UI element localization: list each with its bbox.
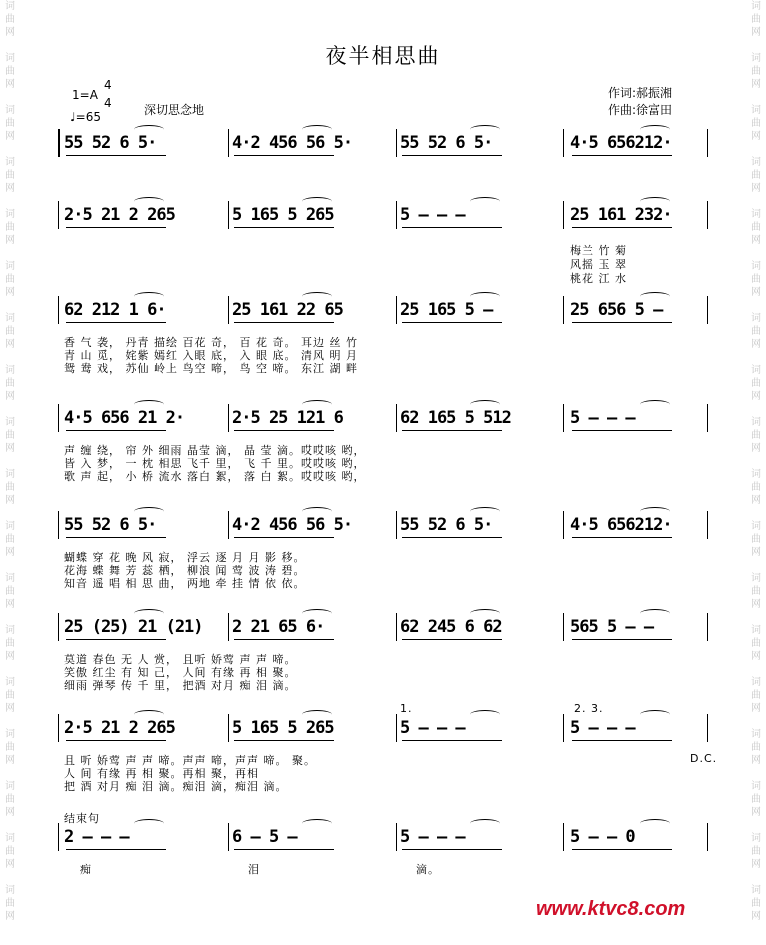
slur: [302, 125, 332, 134]
barline: [396, 823, 397, 851]
beam-line: [66, 537, 166, 538]
measure-notes: 5 165 5 265: [232, 718, 334, 738]
barline: [58, 823, 59, 851]
watermark-left: 词 曲 网 词 曲 网 词 曲 网 词 曲 网 词 曲 网 词 曲 网 词 曲 网 词 曲 网 词 曲 网 词 曲 网 词 曲 网 词 曲 网 词 曲 网 词 曲 网 词 曲 网 词 曲 网 词 曲 网 词 曲 网: [5, 1, 15, 922]
measure-notes: 62 165 5 512: [400, 408, 511, 428]
barline: [563, 714, 564, 742]
lyric-line: 声 缠 绕， 帘 外 细雨 晶莹 滴， 晶 莹 滴。哎哎咳 哟，: [64, 444, 366, 457]
beam-line: [234, 740, 334, 741]
lyric-line: 蝴蝶 穿 花 晚 风 寂， 浮云 逐 月 月 影 移。: [64, 551, 306, 564]
lyric-line: 泪: [248, 863, 260, 876]
beam-line: [402, 322, 502, 323]
slur: [302, 197, 332, 206]
barline: [396, 714, 397, 742]
lyric-line: 人 间 有缘 再 相 聚。再相 聚，再相: [64, 767, 259, 780]
beam-line: [234, 227, 334, 228]
lyric-line: 莫道 春色 无 人 赏， 且听 娇莺 声 声 啼。: [64, 653, 297, 666]
measure-notes: 4·5 656 21 2·: [64, 408, 185, 428]
measure-notes: 62 245 6 62: [400, 617, 502, 637]
measure-notes: 2·5 21 2 265: [64, 718, 175, 738]
lyric-line: 歌 声 起， 小 桥 流水 落白 絮， 落 白 絮。哎哎咳 哟，: [64, 470, 366, 483]
barline: [707, 613, 708, 641]
slur: [302, 400, 332, 409]
barline: [228, 613, 229, 641]
barline: [707, 714, 708, 742]
beam-line: [572, 639, 672, 640]
lyric-line: 香 气 袭， 丹青 描绘 百花 奇， 百 花 奇。 耳边 丝 竹: [64, 336, 358, 349]
lyricist: 作词:郝振湘: [608, 86, 673, 100]
barline: [707, 129, 708, 157]
barline: [58, 296, 59, 324]
measure-notes: 55 52 6 5·: [64, 515, 157, 535]
slur: [302, 819, 332, 828]
lyric-line: 皆 入 梦， 一 枕 相思 飞千 里， 飞 千 里。哎哎咳 哟，: [64, 457, 366, 470]
barline: [228, 296, 229, 324]
beam-line: [234, 849, 334, 850]
beam-line: [402, 849, 502, 850]
lyric-line: 花海 蝶 舞 芳 蕊 栖， 柳浪 闻 莺 波 涛 碧。: [64, 564, 306, 577]
barline: [563, 823, 564, 851]
measure-notes: 5 165 5 265: [232, 205, 334, 225]
slur: [134, 710, 164, 719]
barline: [707, 823, 708, 851]
slur: [640, 125, 670, 134]
slur: [640, 292, 670, 301]
measure-notes: 565 5 – –: [570, 617, 654, 637]
website-watermark: www.ktvc8.com: [536, 898, 686, 920]
measure-notes: 62 212 1 6·: [64, 300, 166, 320]
beam-line: [402, 537, 502, 538]
barline: [396, 129, 397, 157]
barline: [563, 201, 564, 229]
barline: [563, 404, 564, 432]
beam-line: [234, 639, 334, 640]
slur: [302, 710, 332, 719]
lyric-line: 知音 遥 唱 相 思 曲， 两地 牵 挂 情 依 依。: [64, 577, 306, 590]
barline: [228, 714, 229, 742]
beam-line: [572, 740, 672, 741]
measure-notes: 25 161 232·: [570, 205, 672, 225]
score-title: 夜半相思曲: [325, 44, 441, 68]
watermark-right: 词 曲 网 词 曲 网 词 曲 网 词 曲 网 词 曲 网 词 曲 网 词 曲 网 词 曲 网 词 曲 网 词 曲 网 词 曲 网 词 曲 网 词 曲 网 词 曲 网 词 曲 网 词 曲 网 词 曲 网 词 曲 网: [751, 1, 761, 922]
measure-notes: 25 656 5 –: [570, 300, 663, 320]
measure-notes: 5 – – –: [400, 827, 465, 847]
barline: [58, 511, 59, 539]
slur: [134, 609, 164, 618]
barline: [228, 511, 229, 539]
beam-line: [572, 430, 672, 431]
measure-notes: 4·5 656212·: [570, 515, 672, 535]
barline: [563, 511, 564, 539]
beam-line: [66, 430, 166, 431]
measure-notes: 6 – 5 –: [232, 827, 297, 847]
barline: [58, 201, 59, 229]
lyric-line: 且 听 娇莺 声 声 啼。声声 啼，声声 啼。 聚。: [64, 754, 316, 767]
beam-line: [66, 227, 166, 228]
volta-first-ending: 1.: [400, 702, 413, 715]
lyric-line: 把 酒 对月 痴 泪 滴。痴泪 滴，痴泪 滴。: [64, 780, 288, 793]
lyric-line: 笑傲 红尘 有 知 己， 人间 有缘 再 相 聚。: [64, 666, 297, 679]
barline: [707, 296, 708, 324]
barline: [58, 129, 60, 157]
measure-notes: 25 (25) 21 (21): [64, 617, 203, 637]
measure-notes: 25 165 5 –: [400, 300, 493, 320]
measure-notes: 2 21 65 6·: [232, 617, 325, 637]
lyric-line: 梅兰 竹 菊: [570, 244, 627, 257]
measure-notes: 55 52 6 5·: [64, 133, 157, 153]
slur: [470, 400, 500, 409]
lyric-line: 风摇 玉 翠: [570, 258, 627, 271]
beam-line: [234, 430, 334, 431]
beam-line: [402, 227, 502, 228]
measure-notes: 5 – – –: [400, 205, 465, 225]
slur: [640, 197, 670, 206]
beam-line: [402, 740, 502, 741]
barline: [563, 296, 564, 324]
measure-notes: 5 – – –: [570, 718, 635, 738]
barline: [396, 613, 397, 641]
slur: [302, 292, 332, 301]
lyric-line: 滴。: [416, 863, 440, 876]
slur: [134, 125, 164, 134]
slur: [470, 292, 500, 301]
measure-notes: 4·2 456 56 5·: [232, 133, 353, 153]
measure-notes: 5 – – –: [400, 718, 465, 738]
expression-marking: 深切思念地: [144, 103, 205, 117]
slur: [640, 400, 670, 409]
slur: [640, 507, 670, 516]
barline: [58, 404, 59, 432]
beam-line: [234, 155, 334, 156]
barline: [563, 129, 564, 157]
beam-line: [572, 155, 672, 156]
barline: [396, 511, 397, 539]
time-signature-bottom: 4: [104, 96, 112, 110]
measure-notes: 55 52 6 5·: [400, 133, 493, 153]
beam-line: [66, 849, 166, 850]
barline: [396, 201, 397, 229]
composer: 作曲:徐富田: [608, 103, 673, 117]
barline: [228, 823, 229, 851]
lyric-line: 痴: [80, 863, 92, 876]
measure-notes: 4·5 656212·: [570, 133, 672, 153]
barline: [228, 129, 229, 157]
lyric-line: 青 山 觅， 姹紫 嫣红 入眼 底， 入 眼 底。 清风 明 月: [64, 349, 358, 362]
slur: [134, 507, 164, 516]
lyric-line: 桃花 江 水: [570, 272, 627, 285]
beam-line: [402, 155, 502, 156]
barline: [707, 511, 708, 539]
da-capo-marking: D.C.: [690, 752, 718, 765]
barline: [58, 613, 59, 641]
slur: [470, 819, 500, 828]
beam-line: [572, 322, 672, 323]
measure-notes: 2·5 21 2 265: [64, 205, 175, 225]
beam-line: [234, 537, 334, 538]
lyric-line: 细雨 弹琴 传 千 里， 把酒 对月 痴 泪 滴。: [64, 679, 297, 692]
slur: [470, 125, 500, 134]
barline: [228, 201, 229, 229]
tempo-marking: ♩=65: [70, 110, 101, 124]
beam-line: [572, 537, 672, 538]
barline: [228, 404, 229, 432]
beam-line: [402, 639, 502, 640]
slur: [134, 292, 164, 301]
measure-notes: 55 52 6 5·: [400, 515, 493, 535]
slur: [134, 819, 164, 828]
lyric-line: 鸳 鸯 戏， 苏仙 岭上 鸟空 啼， 鸟 空 啼。 东江 湖 畔: [64, 362, 358, 375]
slur: [302, 507, 332, 516]
measure-notes: 5 – – 0: [570, 827, 635, 847]
measure-notes: 4·2 456 56 5·: [232, 515, 353, 535]
beam-line: [66, 639, 166, 640]
measure-notes: 5 – – –: [570, 408, 635, 428]
beam-line: [572, 849, 672, 850]
slur: [640, 609, 670, 618]
beam-line: [66, 322, 166, 323]
slur: [302, 609, 332, 618]
barline: [707, 404, 708, 432]
beam-line: [572, 227, 672, 228]
slur: [470, 710, 500, 719]
measure-notes: 2 – – –: [64, 827, 129, 847]
measure-notes: 2·5 25 121 6: [232, 408, 343, 428]
barline: [396, 404, 397, 432]
slur: [640, 819, 670, 828]
measure-notes: 25 161 22 65: [232, 300, 343, 320]
slur: [134, 400, 164, 409]
ending-label: 结束句: [64, 812, 100, 825]
barline: [396, 296, 397, 324]
key-signature: 1=A: [72, 88, 98, 102]
barline: [563, 613, 564, 641]
barline: [58, 714, 59, 742]
slur: [470, 197, 500, 206]
slur: [470, 507, 500, 516]
time-signature-top: 4: [104, 78, 112, 92]
slur: [470, 609, 500, 618]
beam-line: [66, 740, 166, 741]
slur: [640, 710, 670, 719]
beam-line: [66, 155, 166, 156]
beam-line: [234, 322, 334, 323]
volta-second-ending: 2. 3.: [574, 702, 604, 715]
beam-line: [402, 430, 502, 431]
barline: [707, 201, 708, 229]
slur: [134, 197, 164, 206]
